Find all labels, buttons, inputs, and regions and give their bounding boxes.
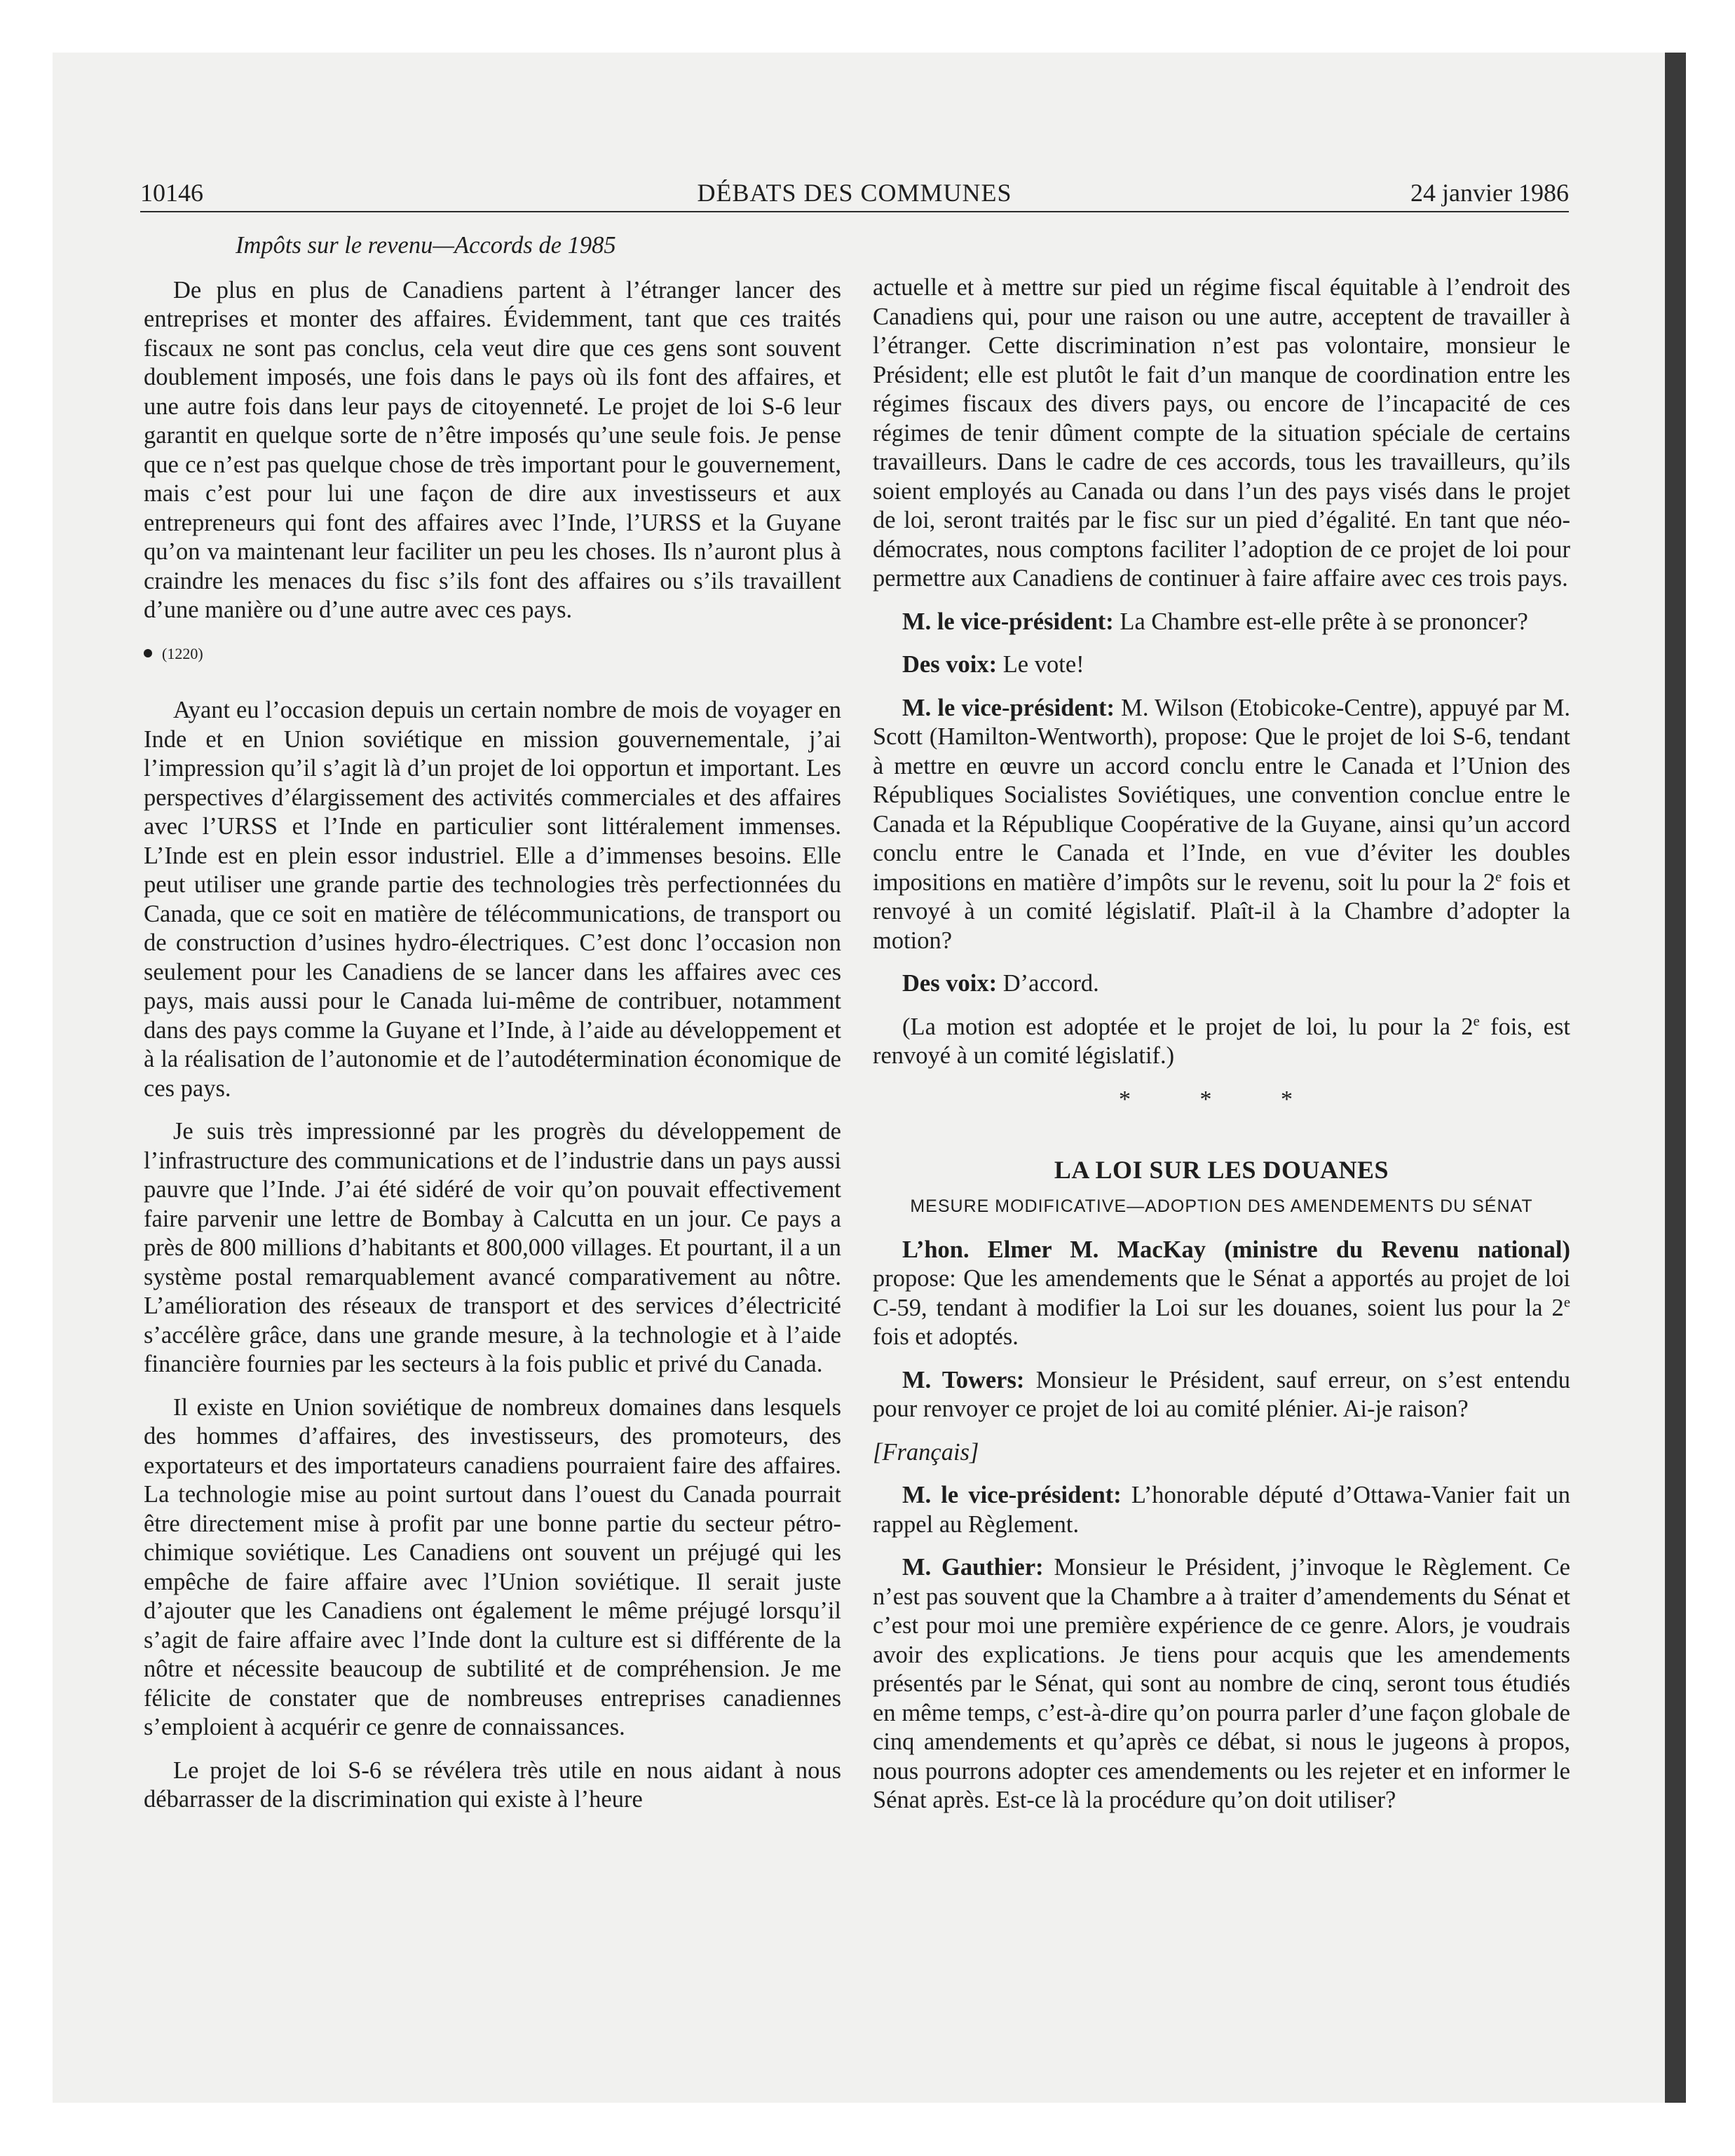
language-tag: [Français] bbox=[873, 1438, 979, 1466]
speech-text: propose: Que les amendements que le Sénat a apportés au projet de loi C-59, tendant à modifier la Loi sur les douanes, soient lus pour la 2 bbox=[873, 1265, 1570, 1321]
section-title: LA LOI SUR LES DOUANES bbox=[1054, 1156, 1389, 1184]
page-date: 24 janvier 1986 bbox=[1410, 179, 1569, 207]
speech-text: Le vote! bbox=[997, 651, 1084, 678]
speaker: M. le vice-président: bbox=[902, 1482, 1122, 1508]
speaker: L’hon. Elmer M. MacKay (ministre du Revenu national) bbox=[902, 1236, 1570, 1263]
right-column bbox=[873, 273, 1570, 1829]
paragraph: De plus en plus de Canadiens partent à l’étranger lancer des entreprises et monter des affaires. Évidemment, tant que ces traités fiscaux ne sont pas conclus, cela veut dire que ces gens sont souvent doublement imposés, une fois dans le pays où ils font des affaires, et une autre fois dans leur pays de citoyenneté. Le projet de loi S-6 leur garantit en quelque sorte de n’être imposés qu’une seule fois. Je pense que ce n’est pas quelque chose de très important pour le gouvernement, mais c’est pour lui une façon de dire aux investisseurs et aux entrepreneurs qui font des affaires avec l’Inde, l’URSS et la Guyane qu’on va maintenant leur faciliter un peu les choses. Ils n’auront plus à craindre les menaces du fisc s’ils font des affaires ou s’ils travaillent d’une manière ou d’une autre avec ces pays. bbox=[144, 276, 841, 623]
time-marker bbox=[144, 639, 841, 669]
speech-text: La Chambre est-elle prête à se prononcer? bbox=[1113, 608, 1528, 635]
speech-text: D’accord. bbox=[997, 970, 1099, 997]
paragraph: Ayant eu l’occasion depuis un certain nombre de mois de voyager en Inde et en Union soviétique en mission gouvernementale, j’ai l’impression qu’il s’agit là d’un projet de loi opportun et important. Les perspectives d’élargissement des activités commerciales et des affaires avec l’URSS et l’Inde en particulier sont littéralement immenses. L’Inde est en plein essor industriel. Elle a d’immenses besoins. Elle peut utiliser une grande partie des technologies très perfectionnées du Canada, que ce soit en matière de télécommunications, de transport ou de construction d’usines hydro-électriques. C’est donc l’occasion non seulement pour les Canadiens de se lancer dans les affaires avec ces pays, mais aussi pour le Canada lui-même de contribuer, notamment dans des pays comme la Guyane et l’Inde, à l’aide au développement et à la réalisation de l’autonomie et de l’autodétermination économique de ces pays. bbox=[144, 697, 841, 1102]
speech bbox=[873, 694, 1570, 956]
paragraph: Je suis très impressionné par les progrès du développement de l’infrastructure des communications et de l’industrie dans un pays aussi pauvre que l’Inde. J’ai été sidéré de voir qu’on pouvait effectivement faire parvenir une lettre de Bombay à Calcutta en un jour. Ce pays a près de 800 millions d’habitants et 800,000 villages. Et pourtant, il a un système postal remarquablement avancé comparativement au nôtre. L’amélioration des réseaux de transport et des services d’électricité s’accélère grâce, dans une grande mesure, à la technologie et à l’aide financière fournies par les secteurs à la fois public et privé du Canada. bbox=[144, 1118, 841, 1377]
superscript: e bbox=[1563, 1295, 1570, 1310]
speech bbox=[873, 969, 1570, 999]
speech bbox=[873, 608, 1570, 637]
bullet-icon bbox=[144, 649, 152, 657]
left-column bbox=[144, 231, 841, 1829]
speaker: M. le vice-président: bbox=[902, 694, 1115, 721]
speaker: M. Gauthier: bbox=[902, 1554, 1044, 1581]
scan-edge-bar bbox=[1665, 53, 1686, 2103]
superscript: e bbox=[1495, 869, 1502, 885]
speech bbox=[873, 1481, 1570, 1539]
section-heading: Impôts sur le revenu—Accords de 1985 bbox=[236, 232, 616, 259]
section-separator: * * * bbox=[1119, 1086, 1324, 1112]
motion-text: fois, est renvoyé à un comité législatif.) bbox=[873, 1013, 1571, 1069]
speech-text: Monsieur le Président, j’invoque le Règlement. Ce n’est pas souvent que la Chambre a à traiter d’amendements du Sénat et c’est pour moi une première expérience de ce genre. Alors, je voudrais avoir des explications. Je tiens pour acquis que les amendements présentés par le Sénat, qui sont au nombre de cinq, seront tous étudiés en même temps, c’est-à-dire qu’on pourra parler d’une façon globale de cinq amendements et qu’après ce débat, si nous le jugeons à propos, nous pourrons adopter ces amendements ou les rejeter et en informer le Sénat après. Est-ce là la procédure qu’on doit utiliser? bbox=[873, 1554, 1570, 1813]
speech bbox=[873, 1236, 1570, 1352]
speech bbox=[873, 1553, 1570, 1815]
speaker: M. Towers: bbox=[902, 1366, 1025, 1393]
motion-text: (La motion est adoptée et le projet de loi, lu pour la 2 bbox=[902, 1013, 1474, 1040]
speech-text: L’honorable député d’Ottawa-Vanier fait un rappel au Règlement. bbox=[873, 1482, 1571, 1538]
speech-text: Monsieur le Président, sauf erreur, on s’est entendu pour renvoyer ce projet de loi au comité plénier. Ai-je raison? bbox=[873, 1366, 1570, 1422]
page-header bbox=[140, 177, 1569, 212]
paragraph: Le projet de loi S-6 se révélera très utile en nous aidant à nous débarrasser de la discrimination qui existe à l’heure bbox=[144, 1756, 841, 1813]
speech-text: fois et adoptés. bbox=[873, 1323, 1019, 1350]
superscript: e bbox=[1473, 1014, 1480, 1029]
section-subtitle: MESURE MODIFICATIVE—ADOPTION DES AMENDEMENTS DU SÉNAT bbox=[910, 1196, 1533, 1216]
time-marker-label: (1220) bbox=[162, 644, 203, 662]
speech bbox=[873, 1366, 1570, 1424]
speech bbox=[873, 650, 1570, 680]
publication-title: DÉBATS DES COMMUNES bbox=[697, 179, 1012, 207]
page-number: 10146 bbox=[140, 179, 203, 207]
speaker: Des voix: bbox=[902, 970, 998, 997]
speaker: Des voix: bbox=[902, 651, 998, 678]
speech-text: fois et renvoyé à un comité législatif. Plaît-il à la Chambre d’adopter la motion? bbox=[873, 868, 1570, 954]
motion-result bbox=[873, 1013, 1570, 1071]
paragraph: actuelle et à mettre sur pied un régime fiscal équitable à l’endroit des Canadiens qui, pour une raison ou une autre, acceptent de travailler à l’étranger. Cette discrimination n’est pas volontaire, monsieur le Président; elle est plutôt le fait d’un manque de coordination entre les régimes fiscaux des divers pays, ou encore de l’incapacité de ces régimes de tenir dûment compte de la situation spéciale de certains travailleurs. Dans le cadre de ces accords, tous les travailleurs, qu’ils soient employés au Canada ou dans l’un des pays visés dans le projet de loi, seront traités par le fisc sur un pied d’égalité. En tant que néo-démocrates, nous comptons faciliter l’adoption de ce projet de loi pour permettre aux Canadiens de continuer à faire affaire avec ces trois pays. bbox=[873, 274, 1570, 592]
speaker: M. le vice-président: bbox=[902, 608, 1114, 635]
speech-text: M. Wilson (Etobicoke-Centre), appuyé par M. Scott (Hamilton-Wentworth), propose: Que le projet de loi S-6, tendant à mettre en œuvre un accord conclu entre le Canada et l’Union des Républiques Socialistes Soviétiques, une convention conclue entre le Canada et la République Coopérative de la Guyane, ainsi qu’un accord conclu entre le Canada et l’Inde, en vue d’éviter les doubles impositions en matière d’impôts sur le revenu, soit lu pour la 2 bbox=[873, 694, 1570, 896]
paragraph: Il existe en Union soviétique de nombreux domaines dans lesquels des hommes d’affaires, des investisseurs, des promoteurs, des exportateurs et des importateurs canadiens pourraient faire des affaires. La technologie mise au point surtout dans l’ouest du Canada pourrait être directement mise à profit par une bonne partie du secteur pétro-chimique soviétique. Les Canadiens ont souvent un préjugé qui les empêche de faire affaire avec l’Union soviétique. Il serait juste d’ajouter que les Canadiens ont également le même préjugé lorsqu’il s’agit de faire affaire avec l’Inde dont la culture est si différente de la nôtre et nécessite beaucoup de subtilité et de compréhension. Je me félicite de constater que de nombreuses entreprises canadiennes s’emploient à acquérir ce genre de connaissances. bbox=[144, 1393, 841, 1740]
